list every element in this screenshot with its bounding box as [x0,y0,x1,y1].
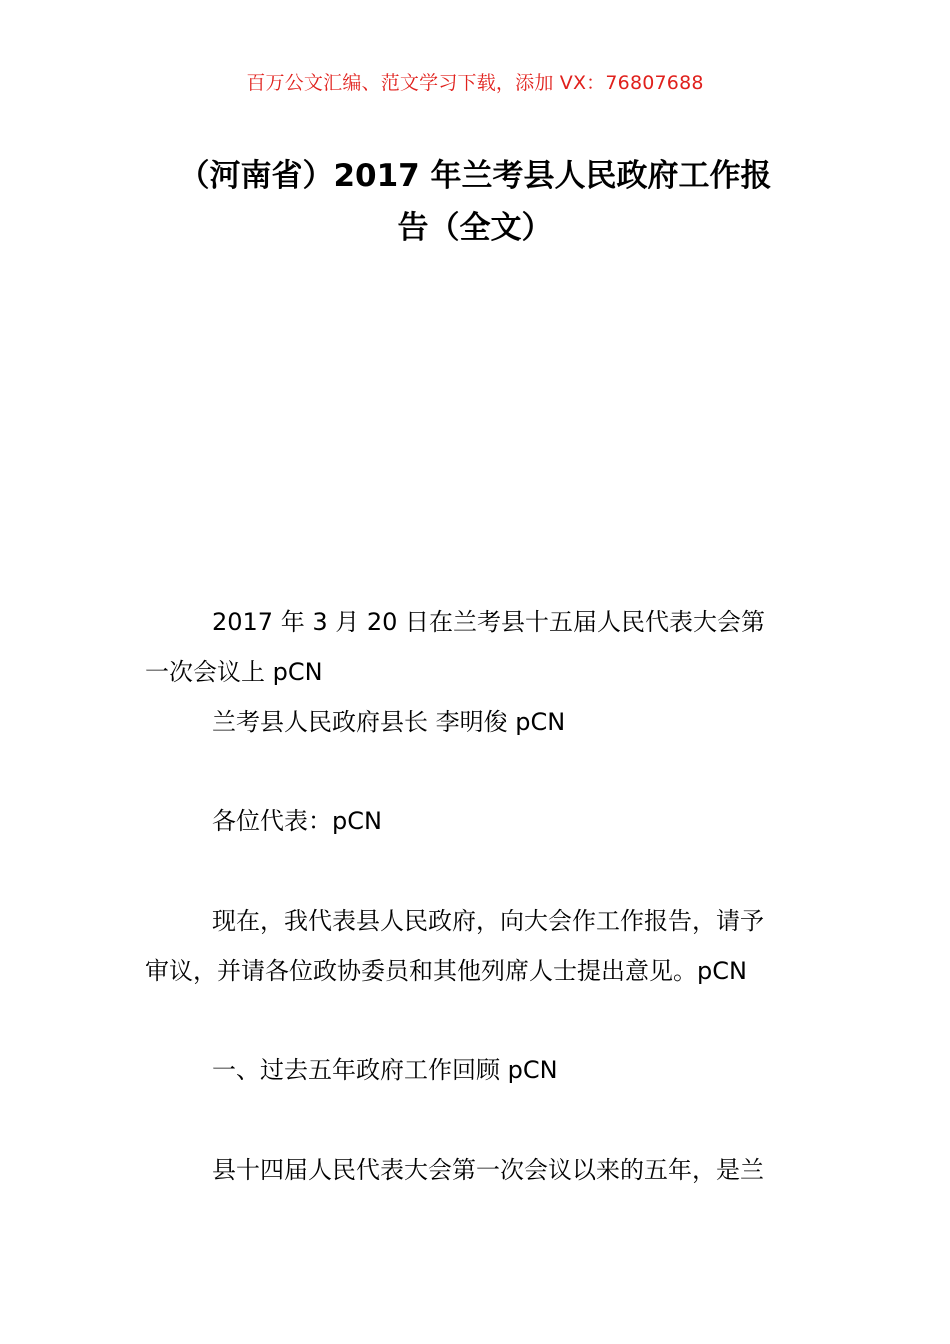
title-line-2: 告（全文） [397,210,553,246]
greeting: 各位代表：pCN [212,807,382,835]
section-heading-1: 一、过去五年政府工作回顾 pCN [212,1056,558,1084]
document-title [130,150,820,254]
title-line-1: （河南省）2017 年兰考县人民政府工作报 [178,158,772,194]
para1-line-1: 现在，我代表县人民政府，向大会作工作报告，请予 [212,907,764,935]
para1-line-2: 审议，并请各位政协委员和其他列席人士提出意见。pCN [145,957,747,985]
date-line-2: 一次会议上 pCN [145,658,323,686]
date-line-1: 2017 年 3 月 20 日在兰考县十五届人民代表大会第 [212,608,766,636]
speaker-line: 兰考县人民政府县长 李明俊 pCN [212,708,566,736]
header-note: 百万公文汇编、范文学习下载，添加 VX：76807688 [246,72,704,94]
para2-line-1: 县十四届人民代表大会第一次会议以来的五年，是兰 [212,1156,764,1184]
